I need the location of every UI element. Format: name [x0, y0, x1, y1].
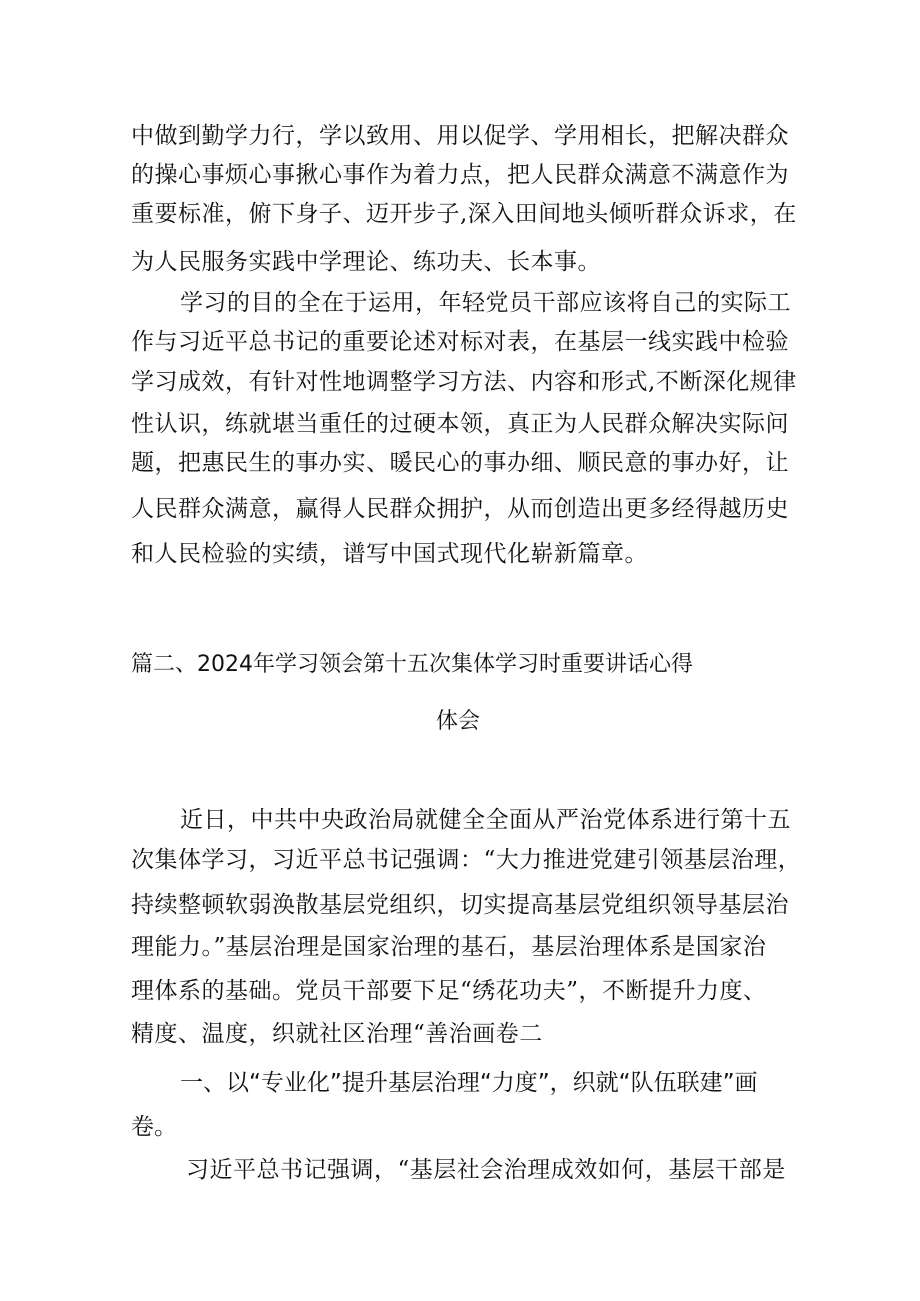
section-line: 一、以“专业化”提升基层治理“力度”，织就“队伍联建”画 — [180, 1070, 758, 1096]
title-line: 篇二、2024年学习领会第十五次集体学习时重要讲话心得 — [131, 652, 693, 677]
title-line: 体会 — [436, 709, 481, 734]
text-line: 精度、温度，织就社区治理“善治画卷二 — [131, 1021, 543, 1047]
text-line: 的操心事烦心事揪心事作为着力点，把人民群众满意不满意作为 — [131, 162, 789, 188]
text-line: 理体系的基础。党员干部要下足“绣花功夫”，不断提升力度、 — [131, 978, 767, 1004]
text-line: 理能力。”基层治理是国家治理的基石，基层治理体系是国家治 — [131, 934, 767, 960]
text-line: 学习的目的全在于运用，年轻党员干部应该将自己的实际工 — [180, 290, 791, 316]
text-line: 作与习近平总书记的重要论述对标对表，在基层一线实践中检验 — [131, 329, 789, 355]
text-line: 性认识，练就堪当重任的过硬本领，真正为人民群众解决实际问 — [131, 411, 789, 437]
section-line: 卷。 — [131, 1114, 177, 1140]
text-line: 重要标准，俯下身子、迈开步子,深入田间地头倾听群众诉求，在 — [131, 201, 797, 227]
text-line: 学习成效，有针对性地调整学习方法、内容和形式,不断深化规律 — [131, 369, 797, 395]
text-line: 中做到勤学力行，学以致用、用以促学、学用相长，把解决群众 — [131, 123, 789, 149]
text-line: 次集体学习，习近平总书记强调：“大力推进党建引领基层治理， — [131, 847, 802, 873]
text-line: 近日，中共中央政治局就健全全面从严治党体系进行第十五 — [180, 807, 791, 833]
text-line: 题，把惠民生的事办实、暖民心的事办细、顺民意的事办好，让 — [131, 450, 789, 476]
text-line: 习近平总书记强调，“基层社会治理成效如何，基层干部是 — [186, 1157, 786, 1183]
text-line: 和人民检验的实绩，谱写中国式现代化崭新篇章。 — [131, 541, 648, 567]
text-line: 为人民服务实践中学理论、练功夫、长本事。 — [131, 249, 601, 275]
text-line: 持续整顿软弱涣散基层党组织，切实提高基层党组织领导基层治 — [131, 892, 789, 918]
text-line: 人民群众满意，赢得人民群众拥护，从而创造出更多经得越历史 — [131, 496, 789, 522]
